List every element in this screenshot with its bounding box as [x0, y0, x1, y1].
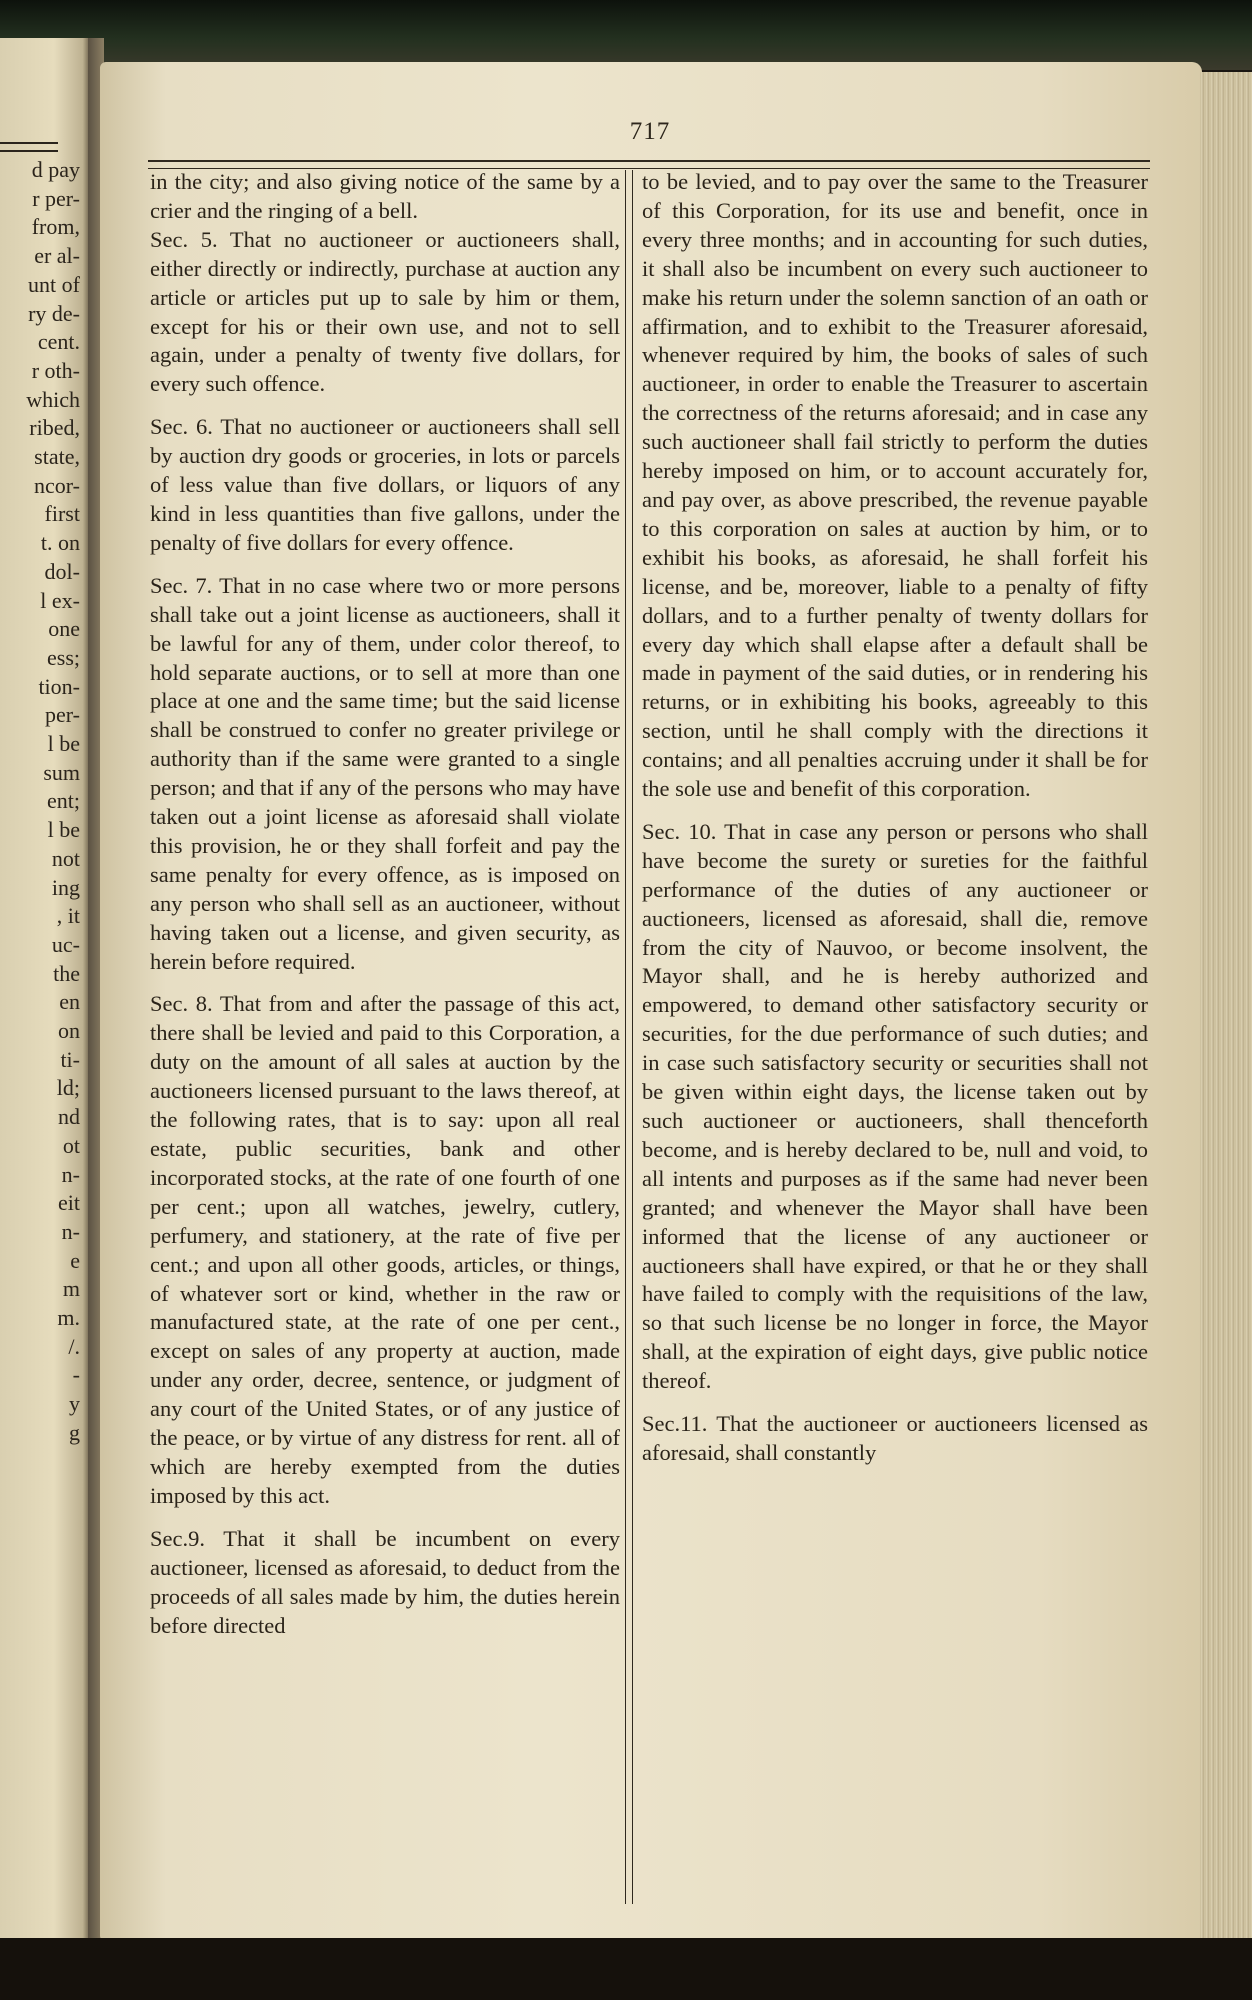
facing-page-fragment: g [69, 1419, 80, 1445]
facing-page-fragment: y [69, 1391, 80, 1417]
facing-page-fragment: e [70, 1247, 80, 1273]
book-binding [0, 0, 1252, 70]
facing-page-fragment: /. [68, 1333, 80, 1359]
facing-page-fragment: ing [51, 874, 80, 900]
facing-page-fragment: n- [61, 1161, 80, 1187]
facing-page-fragment: ot [62, 1132, 80, 1158]
facing-page-fragment: on [58, 1018, 80, 1043]
facing-page-fragment: cent. [37, 329, 80, 355]
facing-page-fragment: n- [61, 1218, 80, 1244]
section-9-continuation: to be levied, and to pay over the same to the Treasurer of this Corporation, for its use and benefit, once in every three months; and in accounting for such duties, it shall also be incumbent on every such auctioneer to make his return under the solemn sanction of an oath or affirmation, and to exhibit to the Treasurer aforesaid, whenever required by him, the books of sales of such auctioneer, in order to enable the Treasurer to ascertain the correctness of the returns aforesaid; and in case any such auctioneer shall fail strictly to perform the duties hereby imposed on him, or to account accurately for, and pay over, as above prescribed, the revenue payable to this corporation on sales at auction by him, or to exhibit his books, as aforesaid, he shall forfeit his license, and be, moreover, liable to a penalty of fifty dollars, and to a further penalty of twenty dollars for every day which shall elapse after a default shall be made in payment of the said duties, or in rendering his returns, or in exhibiting his books, agreeably to this section, until he shall comply with the directions it contains; and all penalties accruing under it shall be for the sole use and benefit of this corporation. [642, 169, 1148, 802]
section-10: Sec. 10. That in case any person or persons who shall have become the surety or sureties for the faithful performance of the duties of any auctioneer or auctioneers, licensed as aforesaid, shall die, remove from the city of Nauvoo, or become insolvent, the Mayor shall, and he is hereby authorized and empowered, to demand other satisfactory security or securities, for the due performance of such duties; and in case such satisfactory security or securities shall not be given within eight days, the license taken out by such auctioneer or auctioneers, shall thenceforth become, and is hereby declared to be, null and void, to all intents and purposes as if the same had never been granted; and whenever the Mayor shall have been informed that the license of any auctioneer or auctioneers shall have expired, or that he or they shall have failed to comply with the requisitions of the law, so that such license be no longer in force, the Mayor shall, at the expiration of eight days, give public notice thereof. [642, 818, 1148, 1394]
facing-page-fragment: uc- [51, 931, 80, 957]
page-fore-edge [1200, 72, 1252, 1942]
facing-page-fragment: d pay [31, 157, 80, 182]
section-11: Sec.11. That the auctioneer or auctioneers licensed as aforesaid, shall constantly [642, 1411, 1148, 1465]
facing-page-fragment: , it [56, 903, 80, 929]
facing-page-fragment: l be [47, 817, 80, 843]
facing-page-fragment: dol- [44, 558, 80, 584]
section-6: Sec. 6. That no auctioneer or auctioneers shall sell by auction dry goods or groceries, in lots or parcels of less value than five dollars, or liquors of any kind in less quantities than five gallons, under the penalty of five dollars for every offence. [150, 414, 620, 555]
facing-page-fragment: ncor- [34, 472, 80, 498]
right-column [642, 168, 1148, 1468]
facing-page-fragment: m [62, 1276, 80, 1302]
facing-page-rule [0, 142, 58, 144]
section-7: Sec. 7. That in no case where two or more persons shall take out a joint license as auctioneers, shall it be lawful for any of them, under color thereof, to hold separate auctions, or to sell at more than one place at one and the same time; but the said license shall be construed to confer no greater privilege or authority than if the same were granted to a single person; and that if any of the persons who may have taken out a joint license as aforesaid shall violate this provision, he or they shall forfeit and pay the same penalty for every offence, as is imposed on any person who shall sell as an auctioneer, without having taken out a license, and given security, as herein before required. [150, 572, 620, 974]
facing-page-fragment: one [48, 616, 80, 642]
page-number: 717 [629, 118, 671, 145]
facing-page-fragment: ld; [56, 1075, 80, 1101]
facing-page-fragment: unt of [28, 271, 80, 297]
facing-page-fragment: ti- [60, 1046, 80, 1072]
facing-page-fragment: the [53, 960, 80, 986]
facing-page-fragment: per- [45, 702, 80, 728]
facing-page-fragment: m. [57, 1305, 80, 1330]
bottom-shadow [0, 1938, 1252, 2000]
facing-page-fragment: er al- [34, 243, 80, 269]
facing-page-fragment: sum [43, 759, 80, 785]
facing-page-edge [0, 38, 90, 1938]
facing-page-fragment: eit [58, 1190, 80, 1216]
facing-page-fragment: which [26, 386, 80, 412]
facing-page-fragment: not [51, 845, 80, 871]
facing-page-fragment: from, [31, 214, 80, 240]
facing-page-fragment: ess; [47, 644, 80, 670]
facing-page-fragment: nd [58, 1104, 80, 1130]
column-divider [625, 170, 633, 1904]
facing-page-fragment: tion- [38, 673, 80, 699]
left-column [150, 168, 620, 1640]
paragraph-continuation: in the city; and also giving notice of the same by a crier and the ringing of a bell. [150, 169, 620, 223]
facing-page-fragment: t. on [40, 530, 80, 556]
facing-page-fragment: r oth- [31, 357, 80, 383]
section-9: Sec.9. That it shall be incumbent on every auctioneer, licensed as aforesaid, to deduct from the proceeds of all sales made by him, the duties herein before directed [150, 1525, 620, 1638]
facing-page-fragment: r per- [32, 185, 80, 211]
facing-page-fragment: l be [47, 731, 80, 756]
facing-page-fragment: ribed, [29, 415, 80, 441]
facing-page-fragment: first [44, 501, 80, 527]
section-8: Sec. 8. That from and after the passage of this act, there shall be levied and paid to this Corporation, a duty on the amount of all sales at auction by the auctioneers licensed pursuant to the laws thereof, at the following rates, that is to say: upon all real estate, public securities, bank and other incorporated stocks, at the rate of one fourth of one per cent.; upon all watches, jewelry, cutlery, perfumery, and stationery, at the rate of five per cent.; and upon all other goods, articles, or things, of whatever sort or kind, whether in the raw or manufactured state, at the rate of one per cent., except on sales of any property at auction, made under any order, decree, sentence, or judgment of any court of the United States, or of any justice of the peace, or by virtue of any distress for rent. all of which are hereby exempted from the duties imposed by this act. [150, 991, 620, 1508]
facing-page-fragment: l ex- [40, 587, 80, 613]
facing-page-fragment: state, [34, 444, 80, 469]
facing-page-rule [0, 150, 58, 152]
facing-page-fragment: - [72, 1362, 80, 1388]
facing-page-fragment: ent; [47, 788, 80, 814]
facing-page-fragment: ry de- [28, 300, 80, 326]
section-5: Sec. 5. That no auctioneer or auctioneers shall, either directly or indirectly, purchase at auction any article or articles put up to sale by him or them, except for his or their own use, and not to sell again, under a penalty of twenty five dollars, for every such offence. [150, 226, 620, 397]
facing-page-fragment: en [59, 989, 80, 1015]
